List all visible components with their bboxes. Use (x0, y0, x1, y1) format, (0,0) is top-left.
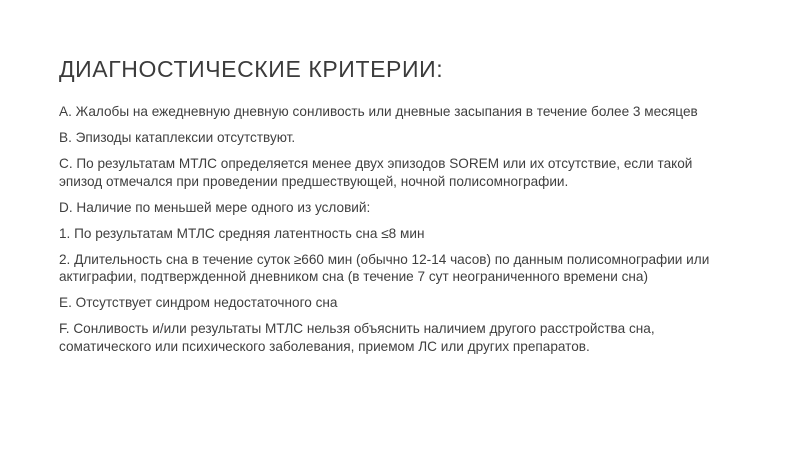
criterion-d-condition-2: 2. Длительность сна в течение суток ≥660 мин (обычно 12-14 часов) по данным полисомнографии или актиграфии, подтвержденной дневником сна (в течение 7 сут неограниченного времени сна) (59, 251, 710, 284)
criterion-f: F. Сонливость и/или результаты МТЛС нельзя объяснить наличием другого расстройства сна, соматического или психического заболевания, приемом ЛС или других препаратов. (59, 321, 655, 354)
criterion-c: C. По результатам МТЛС определяется менее двух эпизодов SOREM или их отсутствие, если такой эпизод отмечался при проведении предшествующей, ночной полисомнографии. (59, 156, 693, 189)
criterion-d-condition-1: 1. По результатам МТЛС средняя латентность сна ≤8 мин (59, 225, 425, 241)
criterion-b: B. Эпизоды катаплексии отсутствуют. (59, 130, 296, 145)
criteria-list (59, 103, 739, 364)
criterion-d: D. Наличие по меньшей мере одного из условий: (59, 199, 371, 215)
slide-title: ДИАГНОСТИЧЕСКИЕ КРИТЕРИИ: (59, 56, 444, 82)
criterion-a: A. Жалобы на ежедневную дневную сонливость или дневные засыпания в течение более 3 месяцев (59, 104, 698, 119)
criterion-e: E. Отсутствует синдром недостаточного сна (59, 295, 338, 310)
